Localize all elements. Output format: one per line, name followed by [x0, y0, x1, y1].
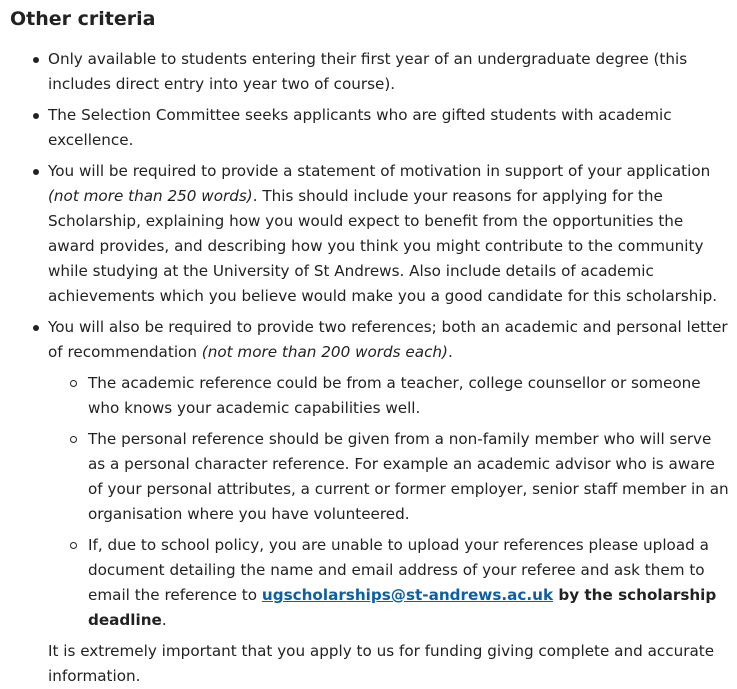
word-limit-note: (not more than 200 words each) — [201, 343, 448, 361]
criteria-text: . — [447, 343, 453, 361]
criteria-text: The Selection Committee seeks applicants who are gifted students with academic excellence. — [48, 106, 672, 149]
sub-item-text: The personal reference should be given from a non-family member who will serve as a personal character reference. For example an academic advisor who is aware of your personal attributes, a current or former employer, senior staff member in an organisation where you have volunteered. — [88, 430, 729, 523]
references-sublist — [48, 371, 729, 633]
criteria-item-academic-excellence — [10, 103, 729, 153]
sub-item-text: If, due to school policy, you are unable to upload your references please upload a document detailing the name and email address of your referee and ask them to email the reference to — [88, 536, 709, 604]
criteria-item-statement-of-motivation — [10, 159, 729, 309]
criteria-text: . This should include your reasons for applying for the Scholarship, explaining how you would expect to benefit from the opportunities the award provides, and describing how you think you might contribute to the community while studying at the University of St Andrews. Also include details of academic achievements which you believe would make you a good candidate for this scholarship. — [48, 187, 718, 305]
sub-item-academic-reference — [48, 371, 729, 421]
deadline-emphasis: by the scholarship deadline — [88, 586, 717, 629]
sub-item-text: . — [161, 611, 167, 629]
sub-item-text: The academic reference could be from a teacher, college counsellor or someone who knows your academic capabilities well. — [88, 374, 701, 417]
closing-note: It is extremely important that you apply to us for funding giving complete and accurate information. — [48, 642, 715, 685]
criteria-text: Only available to students entering their first year of an undergraduate degree (this includes direct entry into year two of course). — [48, 50, 688, 93]
criteria-item-first-year — [10, 47, 729, 97]
criteria-list — [10, 47, 729, 633]
sub-item-personal-reference — [48, 427, 729, 527]
section-heading: Other criteria — [10, 8, 156, 30]
criteria-item-references — [10, 315, 729, 633]
scholarship-email-link[interactable]: ugscholarships@st-andrews.ac.uk — [261, 586, 554, 604]
criteria-text: You will be required to provide a statement of motivation in support of your application — [48, 162, 711, 180]
criteria-text: You will also be required to provide two references; both an academic and personal letter of recommendation — [48, 318, 728, 361]
sub-item-upload-policy — [48, 533, 729, 633]
word-limit-note: (not more than 250 words) — [48, 187, 253, 205]
